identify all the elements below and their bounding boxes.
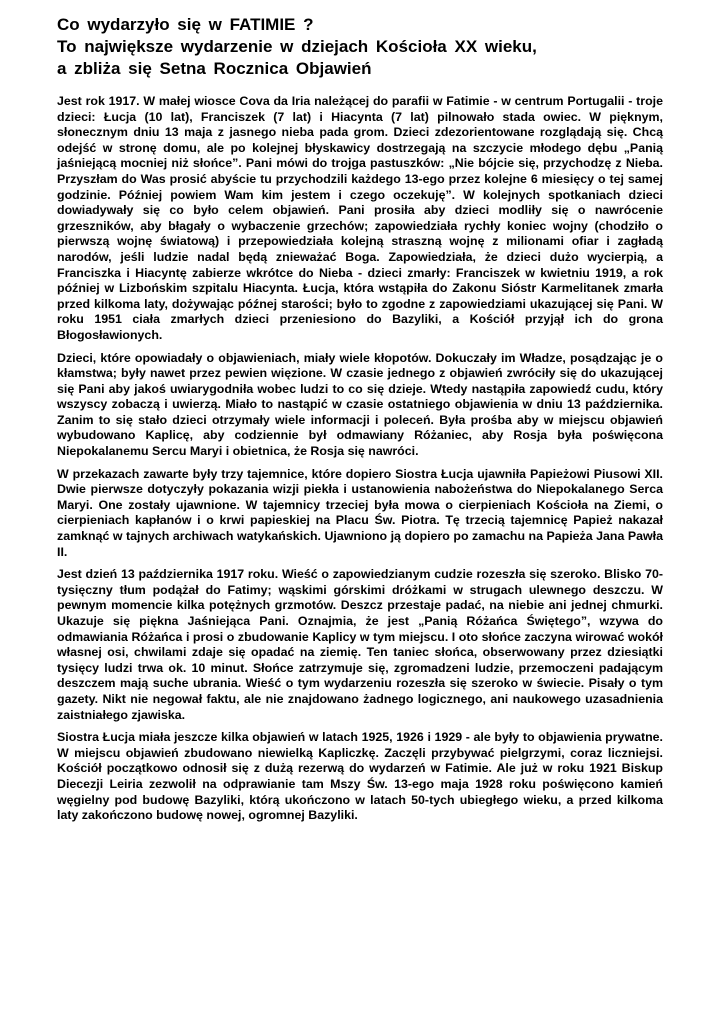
document-heading xyxy=(57,14,663,80)
paragraph-3: W przekazach zawarte były trzy tajemnice, które dopiero Siostra Łucja ujawniła Papieżowi Piusowi XII. Dwie pierwsze dotyczyły pokazania wizji piekła i ustanowienia nabożeństwa do Niepokalanego Serca Maryi. One zostały ujawnione. W tajemnicy trzeciej była mowa o cierpieniach Kościoła na Ziemi, o cierpieniach kapłanów i o krwi papieskiej na Placu Św. Piotra. Tę trzecią tajemnicę Papież nakazał zamknąć w tajnych archiwach watykańskich. Ujawniono ją dopiero po zamachu na Papieża Jana Pawła II. xyxy=(57,466,663,559)
paragraph-1: Jest rok 1917. W małej wiosce Cova da Iria należącej do parafii w Fatimie - w centrum Portugalii - troje dzieci: Łucja (10 lat), Franciszek (7 lat) i Hiacynta (7 lat) pilnowało stada owiec. W pięknym, słonecznym dniu 13 maja z jasnego nieba pada grom. Dzieci zdezorientowane rozglądają się. Chcą odejść w stronę domu, ale po kolejnej błyskawicy dostrzegają na szczycie młodego dębu „Panią jaśniejącą mocniej niż słońce”. Pani mówi do trojga pastuszków: „Nie bójcie się, przychodzę z Nieba. Przyszłam do Was prosić abyście tu przychodzili każdego 13-ego przez kolejne 6 miesięcy o tej samej godzinie. Później powiem Wam kim jestem i czego oczekuję”. W kolejnych spotkaniach dzieci dowiadywały się co było celem objawień. Pani prosiła aby dzieci modliły się o nawrócenie grzeszników, aby błagały o wybaczenie grzechów; zapowiedziała rychły koniec wojny (chodziło o pierwszą wojnę światową) i przepowiedziała kolejną straszną wojnę z milionami ofiar i zagładą narodów, jeśli ludzie nadal będą znieważać Boga. Zapowiedziała, że dzieci dużo wycierpią, a Franciszka i Hiacyntę zabierze wkrótce do Nieba - dzieci zmarły: Franciszek w kwietniu 1919, a rok później w Lizbońskim szpitalu Hiacynta. Łucja, która wstąpiła do Zakonu Sióstr Karmelitanek zmarła przed kilkoma laty, dożywając późnej starości; było to zgodne z zapowiedziami ukazującej się Pani. W roku 1951 ciała zmarłych dzieci przeniesiono do Bazyliki, a Kościół przyjął ich do grona Błogosławionych. xyxy=(57,94,663,342)
heading-line-3: a zbliża się Setna Rocznica Objawień xyxy=(57,59,372,78)
heading-line-1: Co wydarzyło się w FATIMIE ? xyxy=(57,15,314,34)
heading-line-2: To największe wydarzenie w dziejach Kościoła XX wieku, xyxy=(57,37,537,56)
document-page xyxy=(57,14,663,831)
paragraph-5: Siostra Łucja miała jeszcze kilka objawień w latach 1925, 1926 i 1929 - ale były to objawienia prywatne. W miejscu objawień zbudowano niewielką Kapliczkę. Zaczęli przybywać pielgrzymi, coraz liczniejsi. Kościół początkowo odnosił się z dużą rezerwą do wydarzeń w Fatimie. Ale już w roku 1921 Biskup Diecezji Leiria zezwolił na odprawianie tam Mszy Św. 13-ego maja 1928 roku poświęcono kamień węgielny pod budowę Bazyliki, którą ukończono w latach 50-tych ubiegłego wieku, a przed kilkoma laty zakończono budowę nowej, ogromnej Bazyliki. xyxy=(57,730,663,823)
paragraph-2: Dzieci, które opowiadały o objawieniach, miały wiele kłopotów. Dokuczały im Władze, posądzając je o kłamstwa; były nawet przez pewien więzione. W czasie jednego z objawień zwróciły się do ukazującej się Pani aby jakoś uwiarygodniła wobec ludzi to co się dzieje. Wtedy nastąpiła zapowiedź cudu, który wszyscy zobaczą i uwierzą. Miało to nastąpić w czasie ostatniego objawienia w dniu 13 października. Zanim to się stało dzieci otrzymały wiele informacji i poleceń. Była prośba aby w miejscu objawień wybudowano Kaplicę, aby codziennie był odmawiany Różaniec, aby Rosja była poświęcona Niepokalanemu Sercu Maryi i obietnica, że Rosja się nawróci. xyxy=(57,350,663,459)
paragraph-4: Jest dzień 13 października 1917 roku. Wieść o zapowiedzianym cudzie rozeszła się szeroko. Blisko 70-tysięczny tłum podążał do Fatimy; wąskimi górskimi dróżkami w strugach ulewnego deszczu. W pewnym momencie kilka potężnych grzmotów. Deszcz przestaje padać, na niebie ani jednej chmurki. Ukazuje się piękna Jaśniejąca Pani. Oznajmia, że jest „Panią Różańca Świętego”, wzywa do odmawiania Różańca i prosi o zbudowanie Kaplicy w tym miejscu. I oto słońce zaczyna wirować wokół własnej osi, chwilami zdaje się opadać na ziemię. Ten taniec słońca, obserwowany przez dziesiątki tysięcy ludzi trwa ok. 10 minut. Słońce zatrzymuje się, zgromadzeni ludzie, przemoczeni padającym deszczem mają suche ubrania. Wieść o tym wydarzeniu rozeszła się szeroko w świecie. Pisały o tym gazety. Nikt nie negował faktu, ale nie znajdowano żadnego logicznego, ani naukowego uzasadnienia zaistniałego zjawiska. xyxy=(57,567,663,722)
